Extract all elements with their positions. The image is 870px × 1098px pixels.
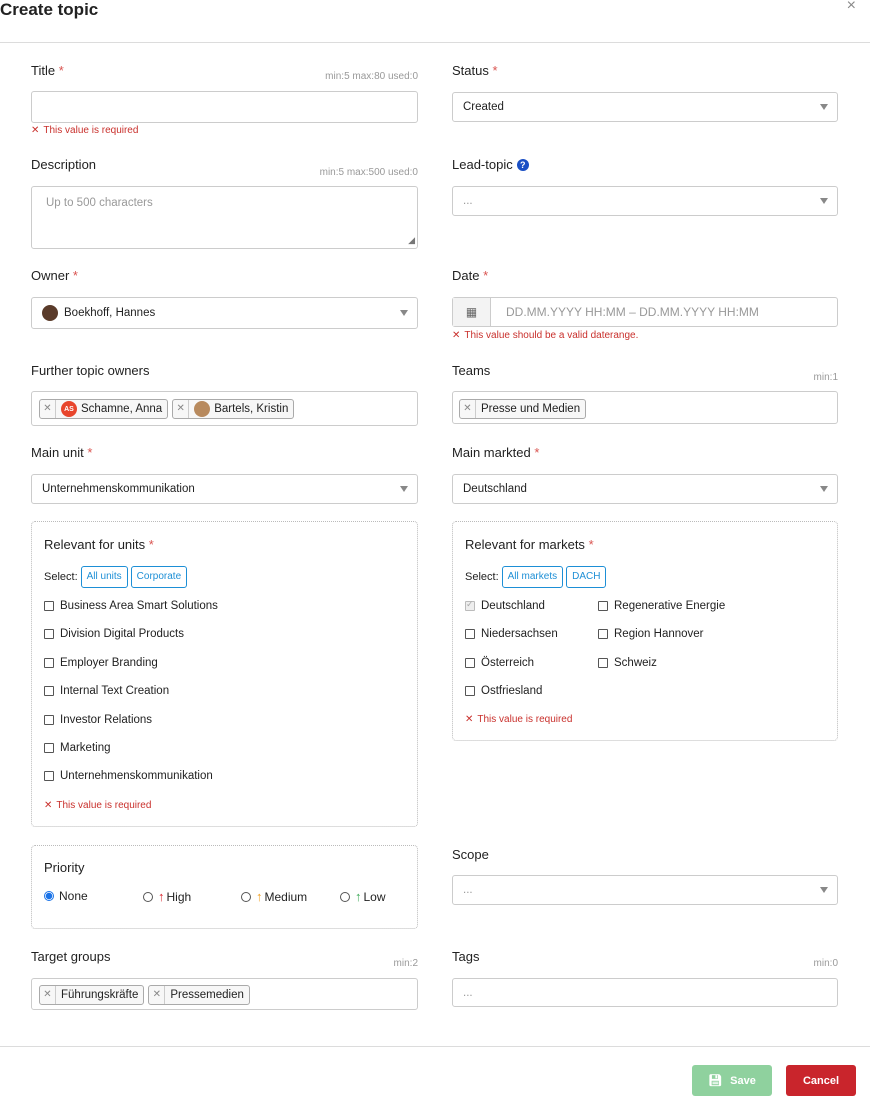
main-unit-label: Main unit * <box>31 445 93 460</box>
teams-label: Teams <box>452 363 491 378</box>
owner-value: Boekhoff, Hannes <box>64 307 156 319</box>
markets-error: ✕ This value is required <box>465 714 573 725</box>
priority-medium-radio[interactable]: ↑ Medium <box>241 889 307 904</box>
remove-tag-icon[interactable]: ✕ <box>149 986 165 1004</box>
main-unit-value: Unternehmenskommunikation <box>42 483 195 495</box>
tags-input[interactable] <box>452 978 838 1007</box>
owner-select[interactable] <box>31 297 418 329</box>
market-checkbox[interactable]: Region Hannover <box>598 628 704 640</box>
select-label: Select: <box>465 571 499 583</box>
description-label: Description <box>31 157 97 172</box>
target-groups-input[interactable] <box>31 978 418 1010</box>
markets-select-row <box>465 566 606 588</box>
status-label: Status * <box>452 63 498 78</box>
footer-divider <box>0 1046 870 1047</box>
lead-topic-label: Lead-topic ? <box>452 157 529 172</box>
avatar <box>194 401 210 417</box>
lead-topic-value: ... <box>463 195 473 207</box>
title-input[interactable] <box>31 91 418 123</box>
avatar <box>42 305 58 321</box>
units-error: ✕ This value is required <box>44 800 152 811</box>
date-placeholder: DD.MM.YYYY HH:MM – DD.MM.YYYY HH:MM <box>506 305 759 319</box>
remove-tag-icon[interactable]: ✕ <box>40 986 56 1004</box>
unit-checkbox[interactable]: Marketing <box>44 742 111 754</box>
select-label: Select: <box>44 571 78 583</box>
arrow-up-icon: ↑ <box>256 889 263 904</box>
description-textarea[interactable] <box>31 186 418 249</box>
market-checkbox[interactable]: Österreich <box>465 657 534 669</box>
teams-hint: min:1 <box>813 372 838 383</box>
market-checkbox: ✓ Deutschland <box>465 600 545 612</box>
remove-tag-icon[interactable]: ✕ <box>173 400 189 418</box>
priority-label: Priority <box>44 860 85 875</box>
main-unit-select[interactable] <box>31 474 418 504</box>
save-label: Save <box>730 1074 756 1087</box>
scope-label: Scope <box>452 847 489 862</box>
main-market-select[interactable] <box>452 474 838 504</box>
close-icon[interactable]: × <box>846 0 856 14</box>
save-icon: 💾︎ <box>708 1075 723 1087</box>
tag-label: Schamne, Anna <box>81 403 163 415</box>
further-owners-label: Further topic owners <box>31 363 150 378</box>
unit-checkbox[interactable]: Business Area Smart Solutions <box>44 600 218 612</box>
scope-select[interactable] <box>452 875 838 905</box>
target-groups-label: Target groups <box>31 949 111 964</box>
priority-low-radio[interactable]: ↑ Low <box>340 889 386 904</box>
arrow-up-icon: ↑ <box>355 889 362 904</box>
header-divider <box>0 42 870 43</box>
target-groups-hint: min:2 <box>393 958 418 969</box>
unit-checkbox[interactable]: Internal Text Creation <box>44 685 169 697</box>
unit-checkbox[interactable]: Employer Branding <box>44 657 158 669</box>
chevron-down-icon <box>820 486 828 492</box>
main-market-label: Main markted * <box>452 445 540 460</box>
date-label: Date * <box>452 268 489 283</box>
market-checkbox[interactable]: Regenerative Energie <box>598 600 725 612</box>
unit-checkbox[interactable]: Unternehmenskommunikation <box>44 770 213 782</box>
units-label: Relevant for units * <box>44 537 154 552</box>
cancel-button[interactable]: Cancel <box>786 1065 856 1096</box>
remove-tag-icon[interactable]: ✕ <box>460 400 476 418</box>
lead-topic-select[interactable] <box>452 186 838 216</box>
corporate-button[interactable]: Corporate <box>131 566 187 588</box>
tag-label: Bartels, Kristin <box>214 403 289 415</box>
chevron-down-icon <box>820 198 828 204</box>
market-checkbox[interactable]: Schweiz <box>598 657 657 669</box>
market-checkbox[interactable]: Ostfriesland <box>465 685 542 697</box>
tags-hint: min:0 <box>813 958 838 969</box>
resize-handle-icon[interactable]: ◢ <box>408 235 415 245</box>
priority-none-radio[interactable]: None <box>44 889 88 903</box>
priority-high-radio[interactable]: ↑ High <box>143 889 191 904</box>
date-range-input[interactable] <box>452 297 838 327</box>
dialog-title: Create topic <box>0 0 99 19</box>
chevron-down-icon <box>820 104 828 110</box>
arrow-up-icon: ↑ <box>158 889 165 904</box>
unit-checkbox[interactable]: Division Digital Products <box>44 628 184 640</box>
markets-label: Relevant for markets * <box>465 537 594 552</box>
date-error: ✕ This value should be a valid daterange. <box>452 330 639 341</box>
calendar-icon[interactable]: ▦ <box>453 298 491 326</box>
status-select[interactable] <box>452 92 838 122</box>
tags-label: Tags <box>452 949 480 964</box>
further-owners-input[interactable] <box>31 391 418 426</box>
description-hint: min:5 max:500 used:0 <box>319 167 418 178</box>
status-value: Created <box>463 101 504 113</box>
title-label: Title * <box>31 63 64 78</box>
chevron-down-icon <box>400 310 408 316</box>
scope-value: ... <box>463 884 473 896</box>
unit-checkbox[interactable]: Investor Relations <box>44 714 152 726</box>
chevron-down-icon <box>400 486 408 492</box>
all-units-button[interactable]: All units <box>81 566 128 588</box>
title-error: ✕ This value is required <box>31 125 139 136</box>
help-icon[interactable]: ? <box>517 159 529 171</box>
title-hint: min:5 max:80 used:0 <box>325 71 418 82</box>
remove-tag-icon[interactable]: ✕ <box>40 400 56 418</box>
units-select-row <box>44 566 187 588</box>
teams-input[interactable] <box>452 391 838 424</box>
owner-tag <box>172 399 294 419</box>
chevron-down-icon <box>820 887 828 893</box>
description-placeholder: Up to 500 characters <box>46 197 153 209</box>
target-group-tag: ✕ Führungskräfte <box>39 985 144 1005</box>
market-checkbox[interactable]: Niedersachsen <box>465 628 558 640</box>
all-markets-button[interactable]: All markets <box>502 566 563 588</box>
avatar: AS <box>61 401 77 417</box>
tags-placeholder: ... <box>463 986 473 999</box>
main-market-value: Deutschland <box>463 483 527 495</box>
priority-panel <box>31 845 418 929</box>
owner-label: Owner * <box>31 268 78 283</box>
team-tag: ✕ Presse und Medien <box>459 399 586 419</box>
save-button[interactable] <box>692 1065 772 1096</box>
target-group-tag: ✕ Pressemedien <box>148 985 250 1005</box>
dach-button[interactable]: DACH <box>566 566 606 588</box>
owner-tag <box>39 399 168 419</box>
